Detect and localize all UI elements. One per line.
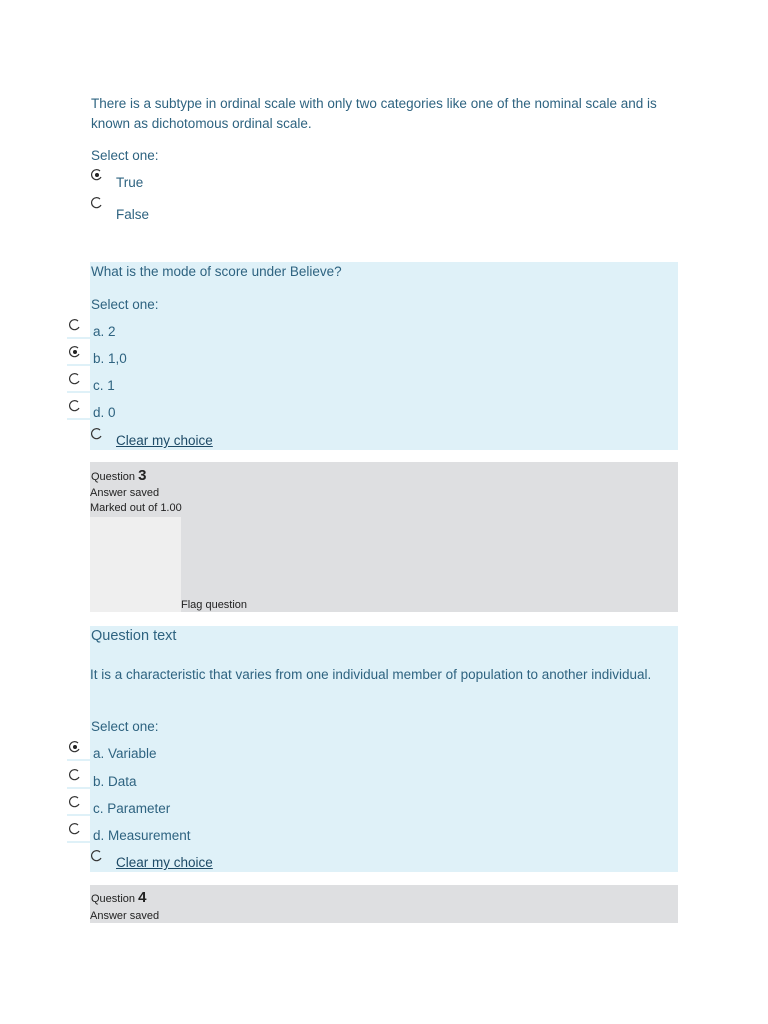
q3-question-prefix: Question xyxy=(91,471,136,483)
q2-option-d-label[interactable]: d. 0 xyxy=(93,405,116,420)
q2-radio-b[interactable] xyxy=(69,346,81,358)
q4-status: Answer saved xyxy=(90,910,160,922)
q3-radio-c[interactable] xyxy=(69,796,81,808)
radio-empty-icon xyxy=(69,769,81,781)
q2-option-a-label[interactable]: a. 2 xyxy=(93,324,116,339)
radio-selected-icon xyxy=(69,741,81,753)
q3-marked: Marked out of 1.00 xyxy=(90,502,182,514)
radio-empty-icon xyxy=(91,197,103,209)
q2-option-c-label[interactable]: c. 1 xyxy=(93,378,115,393)
q2-clear-radio[interactable] xyxy=(91,428,103,440)
radio-empty-icon xyxy=(69,400,81,412)
q3-radio-a[interactable] xyxy=(69,741,81,753)
q3-radio-d[interactable] xyxy=(69,823,81,835)
radio-empty-icon xyxy=(91,428,103,440)
row-divider xyxy=(67,337,92,339)
row-divider xyxy=(67,418,92,420)
row-divider xyxy=(67,759,92,761)
radio-empty-icon xyxy=(69,796,81,808)
q1-radio-true[interactable] xyxy=(91,169,103,181)
q4-question-prefix: Question xyxy=(91,893,136,905)
row-divider xyxy=(67,391,92,393)
q3-radio-b[interactable] xyxy=(69,769,81,781)
q3-option-a-label[interactable]: a. Variable xyxy=(93,746,157,761)
q3-option-c-label[interactable]: c. Parameter xyxy=(93,801,171,816)
q3-select-one-label: Select one: xyxy=(91,719,159,734)
radio-empty-icon xyxy=(69,319,81,331)
q3-flag-box[interactable] xyxy=(90,517,181,612)
q2-question-text: What is the mode of score under Believe? xyxy=(91,264,342,279)
radio-empty-icon xyxy=(69,823,81,835)
radio-selected-icon xyxy=(91,169,103,181)
q1-question-text: There is a subtype in ordinal scale with only two categories like one of the nominal scale and is known as dichotomous ordinal scale. xyxy=(91,96,657,131)
radio-empty-icon xyxy=(69,373,81,385)
row-divider xyxy=(67,814,92,816)
q3-option-b-label[interactable]: b. Data xyxy=(93,774,137,789)
q1-select-one-label: Select one: xyxy=(91,148,159,163)
q2-select-one-label: Select one: xyxy=(91,297,159,312)
q2-clear-choice-link[interactable]: Clear my choice xyxy=(116,433,213,448)
q3-flag-question[interactable]: Flag question xyxy=(181,599,248,611)
q2-option-b-label[interactable]: b. 1,0 xyxy=(93,351,127,366)
q2-radio-a[interactable] xyxy=(69,319,81,331)
q4-info-panel xyxy=(90,885,678,923)
radio-empty-icon xyxy=(91,850,103,862)
radio-selected-icon xyxy=(69,346,81,358)
q3-question-number xyxy=(91,467,146,484)
q1-option-true-label[interactable]: True xyxy=(116,175,144,190)
q2-radio-d[interactable] xyxy=(69,400,81,412)
q4-question-number xyxy=(91,889,146,906)
q3-clear-choice-link[interactable]: Clear my choice xyxy=(116,855,213,870)
q3-question-text: It is a characteristic that varies from one individual member of population to another individual. xyxy=(90,667,652,682)
q3-heading: Question text xyxy=(91,628,177,644)
q4-number: 4 xyxy=(138,889,147,906)
q2-radio-c[interactable] xyxy=(69,373,81,385)
q1-radio-false[interactable] xyxy=(91,197,103,209)
q3-clear-radio[interactable] xyxy=(91,850,103,862)
q3-number: 3 xyxy=(138,467,147,484)
q1-option-false-label[interactable]: False xyxy=(116,207,150,222)
row-divider xyxy=(67,364,92,366)
q2-panel xyxy=(90,262,678,450)
q3-option-d-label[interactable]: d. Measurement xyxy=(93,828,191,843)
row-divider xyxy=(67,841,92,843)
row-divider xyxy=(67,787,92,789)
q3-status: Answer saved xyxy=(90,487,160,499)
